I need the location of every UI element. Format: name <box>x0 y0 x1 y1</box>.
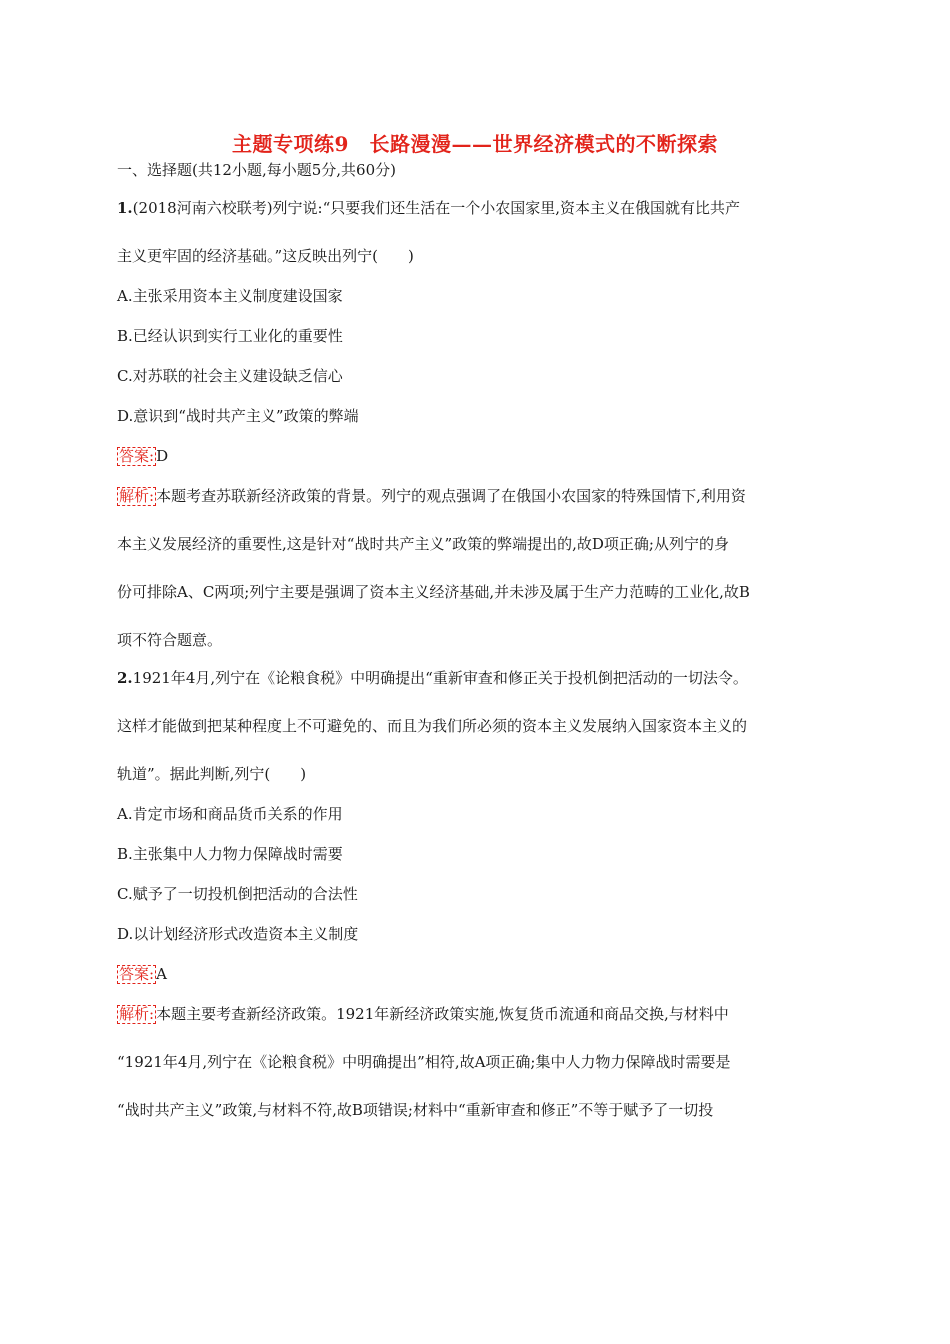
question-1-answer <box>117 446 837 466</box>
question-2-stem-line-3: 轨道”。据此判断,列宁( ) <box>117 765 307 783</box>
question-2-option-b: B.主张集中人力物力保障战时需要 <box>117 845 343 863</box>
question-2-analysis-text: 本题主要考查新经济政策。1921年新经济政策实施,恢复货币流通和商品交换,与材料中 <box>156 1005 729 1023</box>
question-2-stem-text: 1921年4月,列宁在《论粮食税》中明确提出“重新审查和修正关于投机倒把活动的一切法令。 <box>132 669 748 687</box>
question-2-analysis-line-3: “战时共产主义”政策,与材料不符,故B项错误;材料中“重新审查和修正”不等于赋予了一切投 <box>117 1101 714 1119</box>
question-1-option-c: C.对苏联的社会主义建设缺乏信心 <box>117 367 343 385</box>
question-1-answer-value: D <box>156 447 169 465</box>
question-2-analysis-line-1 <box>117 1004 837 1024</box>
section-heading: 一、选择题(共12小题,每小题5分,共60分) <box>117 161 396 179</box>
question-1-option-a: A.主张采用资本主义制度建设国家 <box>117 287 343 305</box>
analysis-tag: 解析: <box>119 1005 155 1023</box>
answer-tag: 答案: <box>119 965 155 983</box>
question-1-analysis-text: 本题考查苏联新经济政策的背景。列宁的观点强调了在俄国小农国家的特殊国情下,利用资 <box>156 487 746 505</box>
question-1-number: 1. <box>117 199 133 217</box>
question-2-answer-value: A <box>156 965 167 983</box>
question-1-stem-line-2: 主义更牢固的经济基础。”这反映出列宁( ) <box>117 247 414 265</box>
page-title: 主题专项练9 长路漫漫——世界经济模式的不断探索 <box>232 132 718 156</box>
question-1-stem-line-1 <box>117 198 837 218</box>
question-1-option-b: B.已经认识到实行工业化的重要性 <box>117 327 343 345</box>
question-1-analysis-line-1 <box>117 486 837 506</box>
question-2-option-a: A.肯定市场和商品货币关系的作用 <box>117 805 343 823</box>
question-1-analysis-line-4: 项不符合题意。 <box>117 631 223 649</box>
question-2-answer <box>117 964 837 984</box>
question-2-stem-line-1 <box>117 668 837 688</box>
question-1-analysis-line-3: 份可排除A、C两项;列宁主要是强调了资本主义经济基础,并未涉及属于生产力范畴的工业化,故B <box>117 583 750 601</box>
question-2-number: 2. <box>117 669 133 687</box>
question-2-option-d: D.以计划经济形式改造资本主义制度 <box>117 925 359 943</box>
question-1-stem-text: (2018河南六校联考)列宁说:“只要我们还生活在一个小农国家里,资本主义在俄国就有比共产 <box>132 199 741 217</box>
question-2-analysis-line-2: “1921年4月,列宁在《论粮食税》中明确提出”相符,故A项正确;集中人力物力保障战时需要是 <box>117 1053 731 1071</box>
analysis-tag: 解析: <box>119 487 155 505</box>
answer-tag: 答案: <box>119 447 155 465</box>
question-1-option-d: D.意识到“战时共产主义”政策的弊端 <box>117 407 359 425</box>
question-2-stem-line-2: 这样才能做到把某种程度上不可避免的、而且为我们所必须的资本主义发展纳入国家资本主义的 <box>117 717 748 735</box>
question-1-analysis-line-2: 本主义发展经济的重要性,这是针对“战时共产主义”政策的弊端提出的,故D项正确;从列宁的身 <box>117 535 729 553</box>
question-2-option-c: C.赋予了一切投机倒把活动的合法性 <box>117 885 358 903</box>
